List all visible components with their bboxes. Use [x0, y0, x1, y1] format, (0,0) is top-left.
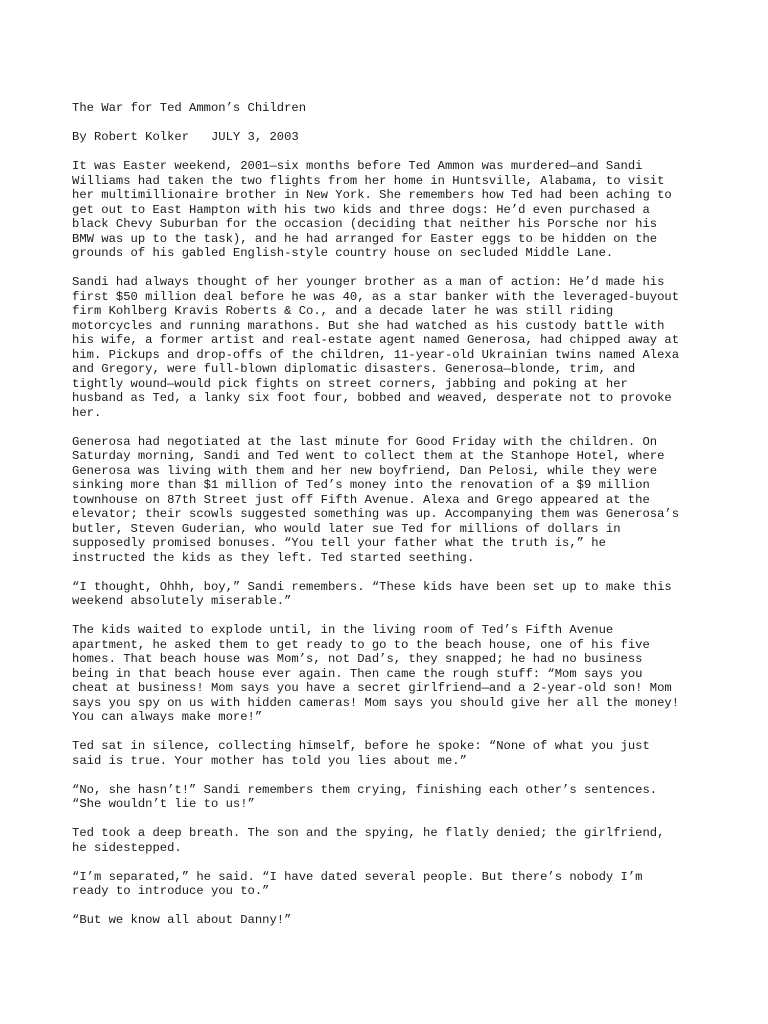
paragraph: [72, 739, 702, 768]
text-line: “But we know all about Danny!”: [72, 913, 292, 927]
text-line: motorcycles and running marathons. But she had watched as his custody battle with: [72, 318, 665, 333]
text-line: townhouse on 87th Street just off Fifth Avenue. Alexa and Grego appeared at the: [72, 492, 650, 507]
text-line: Ted sat in silence, collecting himself, before he spoke: “None of what you just: [72, 739, 650, 753]
text-line: being in that beach house ever again. Then came the rough stuff: “Mom says you: [72, 666, 643, 681]
text-line: Generosa was living with them and her new boyfriend, Dan Pelosi, while they were: [72, 463, 658, 478]
text-line: get out to East Hampton with his two kids and three dogs: He’d even purchased a: [72, 202, 650, 217]
text-line: says you spy on us with hidden cameras! Mom says you should give her all the money!: [72, 695, 680, 710]
text-line: first $50 million deal before he was 40, as a star banker with the leveraged-buyout: [72, 289, 680, 304]
text-line: weekend absolutely miserable.”: [72, 594, 292, 608]
text-line: firm Kohlberg Kravis Roberts & Co., and a decade later he was still riding: [72, 304, 614, 318]
text-line: elevator; their scowls suggested something was up. Accompanying them was Generosa’s: [72, 507, 680, 521]
text-line: supposedly promised bonuses. “You tell your father what the truth is,” he: [72, 536, 606, 550]
paragraph: [72, 783, 702, 812]
text-line: said is true. Your mother has told you lies about me.”: [72, 753, 467, 768]
text-line: ready to introduce you to.”: [72, 884, 270, 898]
text-line: her.: [72, 405, 102, 420]
text-line: black Chevy Suburban for the occasion (deciding that neither his Porsche nor his: [72, 217, 658, 231]
text-line: tightly wound—would pick fights on street corners, jabbing and poking at her: [72, 376, 628, 391]
paragraph: [72, 870, 702, 899]
paragraph: [72, 580, 702, 609]
text-line: butler, Steven Guderian, who would later sue Ted for millions of dollars in: [72, 521, 621, 536]
paragraph: [72, 159, 702, 261]
text-line: Ted took a deep breath. The son and the spying, he flatly denied; the girlfriend,: [72, 826, 665, 840]
text-line: her multimillionaire brother in New York. She remembers how Ted had been aching to: [72, 188, 672, 202]
text-line: his wife, a former artist and real-estate agent named Generosa, had chipped away at: [72, 333, 680, 347]
text-line: apartment, he asked them to get ready to go to the beach house, one of his five: [72, 637, 650, 652]
text-line: sinking more than $1 million of Ted’s money into the renovation of a $9 million: [72, 478, 650, 492]
text-line: You can always make more!”: [72, 710, 263, 724]
text-line: Saturday morning, Sandi and Ted went to collect them at the Stanhope Hotel, where: [72, 449, 665, 463]
paragraph: [72, 826, 702, 855]
text-line: Sandi had always thought of her younger brother as a man of action: He’d made his: [72, 275, 665, 289]
text-line: homes. That beach house was Mom’s, not Dad’s, they snapped; he had no business: [72, 652, 643, 666]
text-line: “I thought, Ohhh, boy,” Sandi remembers. “These kids have been set up to make this: [72, 579, 672, 594]
text-line: BMW was up to the task), and he had arranged for Easter eggs to be hidden on the: [72, 231, 658, 246]
text-line: grounds of his gabled English-style country house on secluded Middle Lane.: [72, 246, 614, 260]
text-line: “I’m separated,” he said. “I have dated several people. But there’s nobody I’m: [72, 869, 643, 884]
paragraph: [72, 623, 702, 725]
text-line: Generosa had negotiated at the last minute for Good Friday with the children. On: [72, 434, 658, 449]
text-line: Williams had taken the two flights from her home in Huntsville, Alabama, to visit: [72, 173, 665, 188]
document-page: [72, 101, 702, 942]
text-line: It was Easter weekend, 2001—six months before Ted Ammon was murdered—and Sandi: [72, 159, 643, 173]
text-line: cheat at business! Mom says you have a secret girlfriend—and a 2-year-old son! Mom: [72, 681, 672, 695]
text-line: “No, she hasn’t!” Sandi remembers them crying, finishing each other’s sentences.: [72, 782, 658, 797]
text-line: The kids waited to explode until, in the living room of Ted’s Fifth Avenue: [72, 623, 614, 637]
document-body: [72, 159, 702, 928]
text-line: instructed the kids as they left. Ted started seething.: [72, 550, 475, 565]
paragraph: [72, 435, 702, 566]
document-title: The War for Ted Ammon’s Children: [72, 101, 307, 115]
text-line: “She wouldn’t lie to us!”: [72, 797, 255, 811]
paragraph: [72, 913, 702, 928]
paragraph: [72, 275, 702, 420]
text-line: and Gregory, were full-blown diplomatic disasters. Generosa—blonde, trim, and: [72, 362, 636, 376]
document-byline: By Robert Kolker JULY 3, 2003: [72, 130, 299, 144]
text-line: husband as Ted, a lanky six foot four, bobbed and weaved, desperate not to provoke: [72, 391, 672, 405]
text-line: him. Pickups and drop-offs of the children, 11-year-old Ukrainian twins named Alexa: [72, 347, 680, 362]
text-line: he sidestepped.: [72, 840, 182, 855]
